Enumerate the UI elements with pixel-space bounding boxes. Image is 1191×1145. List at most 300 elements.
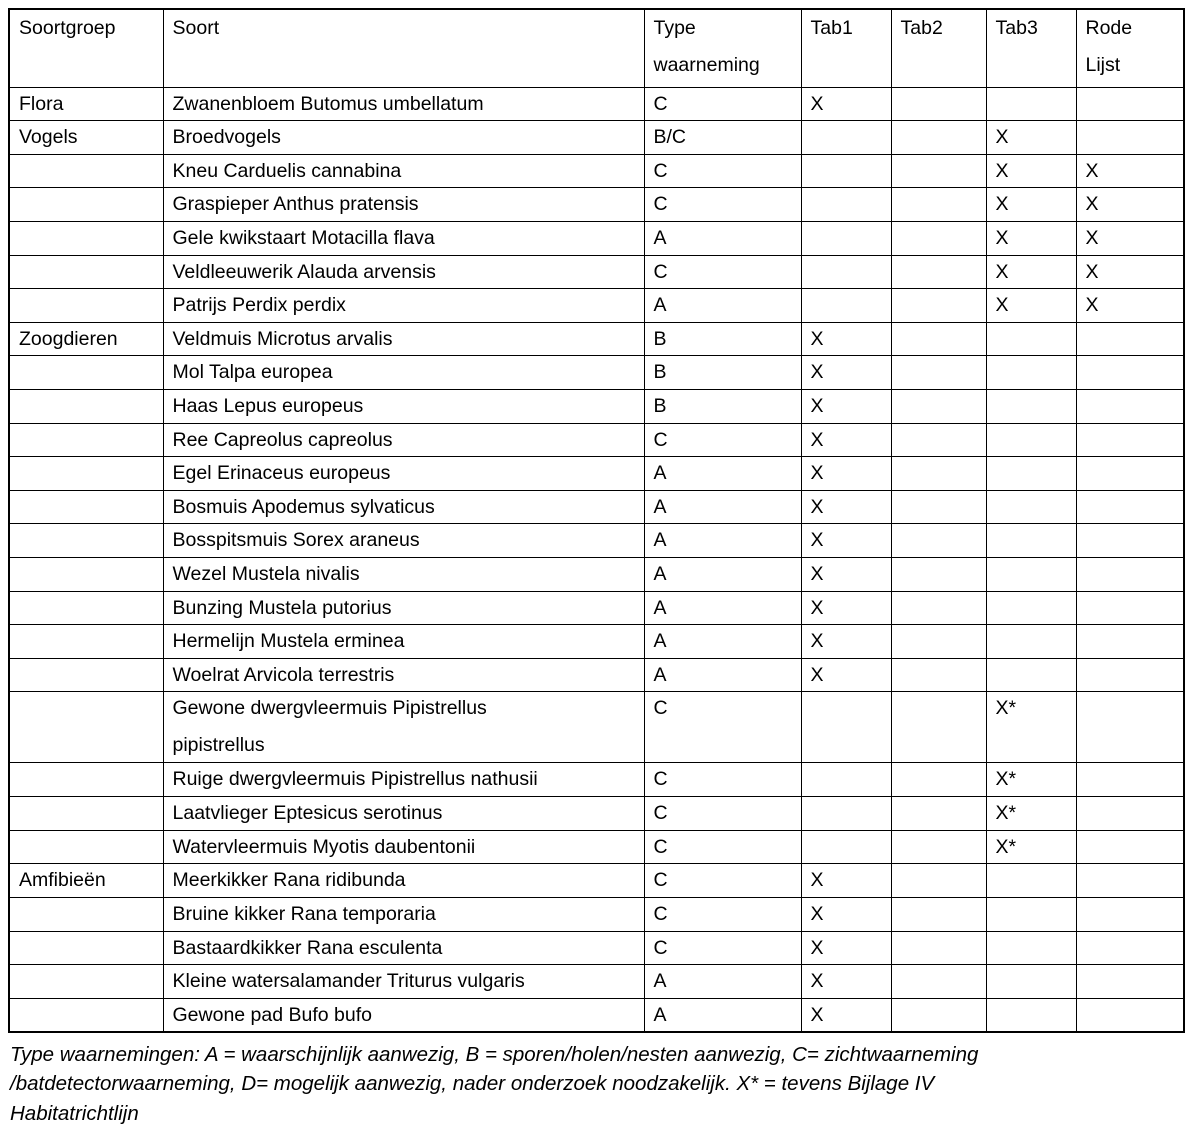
cell-soort-text: Mol Talpa europea <box>172 361 333 384</box>
cell-soort <box>163 87 644 121</box>
column-header-soort-line1: Soort <box>172 17 220 39</box>
cell-type-text: A <box>653 226 667 249</box>
cell-soort <box>163 558 644 592</box>
cell-soort-text-line2: pipistrellus <box>172 734 265 757</box>
cell-tab1 <box>801 625 891 659</box>
cell-tab3 <box>986 423 1076 457</box>
cell-soort-text: Patrijs Perdix perdix <box>172 294 346 317</box>
cell-type <box>644 965 801 999</box>
cell-soort <box>163 423 644 457</box>
cell-type <box>644 389 801 423</box>
cell-tab2 <box>891 864 986 898</box>
cell-soort-text: Wezel Mustela nivalis <box>172 563 360 586</box>
cell-tab1 <box>801 188 891 222</box>
cell-soort-text: Watervleermuis Myotis daubentonii <box>172 835 476 858</box>
cell-type <box>644 591 801 625</box>
cell-tab3-text: X <box>995 294 1009 317</box>
cell-type <box>644 457 801 491</box>
cell-soort <box>163 154 644 188</box>
table-row <box>9 255 1184 289</box>
cell-soortgroep <box>9 289 163 323</box>
cell-type-text: A <box>653 563 667 586</box>
table-row <box>9 322 1184 356</box>
cell-type <box>644 558 801 592</box>
cell-tab1 <box>801 864 891 898</box>
cell-tab2 <box>891 658 986 692</box>
cell-type <box>644 289 801 323</box>
cell-tab1 <box>801 797 891 831</box>
cell-soortgroep <box>9 692 163 763</box>
cell-tab3 <box>986 931 1076 965</box>
cell-tab1-text: X <box>810 462 824 485</box>
cell-tab1 <box>801 763 891 797</box>
cell-rode-lijst <box>1076 625 1184 659</box>
cell-tab2 <box>891 490 986 524</box>
cell-type-text: C <box>653 936 668 959</box>
cell-soort-text: Graspieper Anthus pratensis <box>172 193 419 216</box>
cell-tab3-text: X* <box>995 697 1017 720</box>
cell-tab1 <box>801 389 891 423</box>
cell-tab3 <box>986 864 1076 898</box>
cell-tab3 <box>986 490 1076 524</box>
table-row <box>9 864 1184 898</box>
cell-rode-lijst <box>1076 558 1184 592</box>
cell-tab3 <box>986 797 1076 831</box>
cell-tab2 <box>891 591 986 625</box>
cell-soortgroep <box>9 490 163 524</box>
cell-tab1-text: X <box>810 663 824 686</box>
cell-tab3 <box>986 830 1076 864</box>
column-header-tab1-line1: Tab1 <box>810 17 853 39</box>
cell-soort <box>163 255 644 289</box>
cell-soortgroep <box>9 830 163 864</box>
cell-soort-text: Egel Erinaceus europeus <box>172 462 391 485</box>
cell-rode-lijst <box>1076 965 1184 999</box>
cell-soort-text: Bruine kikker Rana temporaria <box>172 902 436 925</box>
cell-type <box>644 87 801 121</box>
cell-rode-lijst <box>1076 864 1184 898</box>
cell-tab1-text: X <box>810 361 824 384</box>
cell-tab3-text: X* <box>995 768 1017 791</box>
cell-rode-lijst <box>1076 797 1184 831</box>
cell-tab1-text: X <box>810 92 824 115</box>
table-row <box>9 797 1184 831</box>
cell-soort-text: Meerkikker Rana ridibunda <box>172 869 406 892</box>
table-row <box>9 457 1184 491</box>
cell-tab3 <box>986 154 1076 188</box>
cell-tab3 <box>986 322 1076 356</box>
cell-soortgroep <box>9 389 163 423</box>
cell-tab1 <box>801 221 891 255</box>
cell-soort <box>163 797 644 831</box>
table-body <box>9 87 1184 1032</box>
cell-rode-lijst <box>1076 188 1184 222</box>
cell-tab1-text: X <box>810 902 824 925</box>
cell-soort <box>163 625 644 659</box>
cell-tab2 <box>891 255 986 289</box>
cell-type-text: C <box>653 159 668 182</box>
cell-soort-text: Hermelijn Mustela erminea <box>172 630 405 653</box>
cell-tab1 <box>801 322 891 356</box>
cell-tab3 <box>986 389 1076 423</box>
cell-rode-lijst-text: X <box>1085 159 1099 182</box>
cell-tab2 <box>891 121 986 155</box>
cell-tab1 <box>801 830 891 864</box>
cell-soortgroep <box>9 864 163 898</box>
cell-rode-lijst <box>1076 692 1184 763</box>
cell-type-text: C <box>653 193 668 216</box>
cell-type-text: A <box>653 970 667 993</box>
cell-type <box>644 490 801 524</box>
cell-tab3 <box>986 591 1076 625</box>
cell-tab2 <box>891 830 986 864</box>
cell-type <box>644 423 801 457</box>
cell-soortgroep <box>9 558 163 592</box>
column-header-type-waarneming <box>644 9 801 87</box>
cell-soort <box>163 490 644 524</box>
cell-type <box>644 897 801 931</box>
cell-soort-text: Laatvlieger Eptesicus serotinus <box>172 802 443 825</box>
cell-type <box>644 188 801 222</box>
table-row <box>9 998 1184 1032</box>
cell-soort-text: Bosspitsmuis Sorex araneus <box>172 529 420 552</box>
cell-soort-text: Ree Capreolus capreolus <box>172 428 393 451</box>
cell-rode-lijst <box>1076 524 1184 558</box>
cell-tab1-text: X <box>810 327 824 350</box>
cell-soort <box>163 221 644 255</box>
cell-tab1-text: X <box>810 596 824 619</box>
column-header-rode-lijst <box>1076 9 1184 87</box>
cell-type <box>644 356 801 390</box>
cell-soort <box>163 322 644 356</box>
cell-soortgroep-text: Flora <box>19 92 64 115</box>
cell-tab3-text: X <box>995 260 1009 283</box>
table-row <box>9 692 1184 763</box>
cell-soort <box>163 931 644 965</box>
cell-tab2 <box>891 797 986 831</box>
cell-type-text: B <box>653 394 667 417</box>
cell-soort <box>163 965 644 999</box>
cell-soort <box>163 591 644 625</box>
table-row <box>9 188 1184 222</box>
cell-soortgroep <box>9 965 163 999</box>
cell-type-text: C <box>653 92 668 115</box>
cell-rode-lijst <box>1076 221 1184 255</box>
table-row <box>9 221 1184 255</box>
table-row <box>9 625 1184 659</box>
cell-soortgroep <box>9 188 163 222</box>
column-header-type-line1: Type <box>653 17 696 39</box>
cell-soortgroep <box>9 998 163 1032</box>
cell-tab1-text: X <box>810 1003 824 1026</box>
cell-soort <box>163 864 644 898</box>
cell-tab1 <box>801 692 891 763</box>
cell-soortgroep <box>9 658 163 692</box>
cell-soort-text: Kneu Carduelis cannabina <box>172 159 402 182</box>
cell-tab1-text: X <box>810 936 824 959</box>
table-row <box>9 658 1184 692</box>
column-header-tab1 <box>801 9 891 87</box>
cell-type-text: C <box>653 869 668 892</box>
table-row <box>9 356 1184 390</box>
column-header-tab3 <box>986 9 1076 87</box>
cell-rode-lijst <box>1076 121 1184 155</box>
table-row <box>9 87 1184 121</box>
header-row <box>9 9 1184 87</box>
cell-soort-text: Bosmuis Apodemus sylvaticus <box>172 495 435 518</box>
cell-soortgroep <box>9 931 163 965</box>
cell-soort-text: Veldleeuwerik Alauda arvensis <box>172 260 436 283</box>
cell-type-text: C <box>653 835 668 858</box>
cell-tab1-text: X <box>810 495 824 518</box>
table-row <box>9 965 1184 999</box>
cell-soort-text: Broedvogels <box>172 126 281 149</box>
cell-tab2 <box>891 457 986 491</box>
cell-soort <box>163 389 644 423</box>
cell-type-text: A <box>653 462 667 485</box>
cell-tab1-text: X <box>810 630 824 653</box>
cell-soort <box>163 692 644 763</box>
cell-type <box>644 625 801 659</box>
column-header-soort <box>163 9 644 87</box>
table-row <box>9 490 1184 524</box>
cell-tab2 <box>891 524 986 558</box>
cell-tab3-text: X <box>995 226 1009 249</box>
cell-rode-lijst-text: X <box>1085 260 1099 283</box>
cell-tab3 <box>986 998 1076 1032</box>
cell-type <box>644 797 801 831</box>
cell-soort-text: Kleine watersalamander Triturus vulgaris <box>172 970 525 993</box>
cell-soort-text: Gewone dwergvleermuis Pipistrellus <box>172 697 487 720</box>
cell-tab2 <box>891 154 986 188</box>
table-row <box>9 558 1184 592</box>
cell-soortgroep <box>9 625 163 659</box>
cell-tab2 <box>891 625 986 659</box>
table-row <box>9 389 1184 423</box>
cell-type-text: B/C <box>653 126 687 149</box>
table-row <box>9 423 1184 457</box>
cell-tab3 <box>986 692 1076 763</box>
cell-type <box>644 524 801 558</box>
footnote-line-3: Habitatrichtlijn <box>10 1101 139 1125</box>
cell-soortgroep <box>9 797 163 831</box>
cell-soortgroep <box>9 87 163 121</box>
cell-soortgroep-text: Zoogdieren <box>19 327 118 350</box>
cell-tab3 <box>986 625 1076 659</box>
cell-soortgroep <box>9 221 163 255</box>
cell-type <box>644 931 801 965</box>
cell-soortgroep <box>9 897 163 931</box>
cell-tab1-text: X <box>810 394 824 417</box>
table-row <box>9 289 1184 323</box>
cell-type-text: C <box>653 697 668 720</box>
column-header-rode-lijst-line1: Rode <box>1085 17 1133 39</box>
table-row <box>9 763 1184 797</box>
cell-soort-text: Zwanenbloem Butomus umbellatum <box>172 92 484 115</box>
cell-type-text: A <box>653 663 667 686</box>
cell-tab1 <box>801 87 891 121</box>
cell-tab1 <box>801 356 891 390</box>
cell-rode-lijst <box>1076 931 1184 965</box>
cell-tab2 <box>891 692 986 763</box>
cell-tab3 <box>986 255 1076 289</box>
cell-soort-text: Veldmuis Microtus arvalis <box>172 327 393 350</box>
table-row <box>9 121 1184 155</box>
cell-rode-lijst-text: X <box>1085 294 1099 317</box>
cell-tab3 <box>986 188 1076 222</box>
cell-tab2 <box>891 322 986 356</box>
table-row <box>9 524 1184 558</box>
cell-tab1-text: X <box>810 970 824 993</box>
cell-soort <box>163 524 644 558</box>
cell-tab1-text: X <box>810 428 824 451</box>
cell-rode-lijst <box>1076 389 1184 423</box>
cell-type-text: A <box>653 529 667 552</box>
cell-tab1 <box>801 457 891 491</box>
cell-rode-lijst <box>1076 830 1184 864</box>
table-header <box>9 9 1184 87</box>
cell-rode-lijst <box>1076 457 1184 491</box>
cell-type-text: C <box>653 260 668 283</box>
cell-tab1 <box>801 255 891 289</box>
cell-tab3 <box>986 457 1076 491</box>
cell-soortgroep <box>9 154 163 188</box>
column-header-tab3-line1: Tab3 <box>995 17 1038 39</box>
cell-tab1 <box>801 121 891 155</box>
cell-tab2 <box>891 763 986 797</box>
cell-type-text: A <box>653 1003 667 1026</box>
cell-rode-lijst <box>1076 154 1184 188</box>
cell-type-text: A <box>653 596 667 619</box>
cell-tab1-text: X <box>810 563 824 586</box>
cell-soort-text: Gewone pad Bufo bufo <box>172 1003 372 1026</box>
cell-rode-lijst <box>1076 87 1184 121</box>
cell-tab1-text: X <box>810 869 824 892</box>
cell-rode-lijst <box>1076 289 1184 323</box>
cell-soortgroep <box>9 322 163 356</box>
cell-type-text: C <box>653 802 668 825</box>
species-observation-table <box>8 8 1185 1033</box>
cell-type <box>644 830 801 864</box>
cell-tab3 <box>986 897 1076 931</box>
cell-tab1 <box>801 524 891 558</box>
cell-tab3 <box>986 289 1076 323</box>
cell-soortgroep <box>9 457 163 491</box>
column-header-soortgroep <box>9 9 163 87</box>
cell-rode-lijst-text: X <box>1085 193 1099 216</box>
cell-soort <box>163 356 644 390</box>
cell-tab1 <box>801 998 891 1032</box>
cell-soortgroep <box>9 524 163 558</box>
cell-tab3 <box>986 965 1076 999</box>
table-footnote <box>8 1040 1190 1127</box>
cell-soort <box>163 188 644 222</box>
cell-soortgroep <box>9 356 163 390</box>
cell-type <box>644 692 801 763</box>
cell-rode-lijst <box>1076 763 1184 797</box>
cell-soortgroep <box>9 591 163 625</box>
column-header-soortgroep-line1: Soortgroep <box>19 17 116 39</box>
cell-tab1 <box>801 423 891 457</box>
cell-soort-text: Haas Lepus europeus <box>172 394 364 417</box>
cell-rode-lijst <box>1076 897 1184 931</box>
cell-tab2 <box>891 356 986 390</box>
cell-soortgroep <box>9 423 163 457</box>
cell-type-text: A <box>653 294 667 317</box>
cell-tab2 <box>891 289 986 323</box>
cell-type-text: A <box>653 630 667 653</box>
cell-type <box>644 658 801 692</box>
cell-soort <box>163 830 644 864</box>
cell-type <box>644 154 801 188</box>
cell-tab3 <box>986 356 1076 390</box>
footnote-line-2: /batdetectorwaarneming, D= mogelijk aanwezig, nader onderzoek noodzakelijk. X* = tevens Bijlage IV <box>10 1072 935 1096</box>
cell-type-text: C <box>653 902 668 925</box>
cell-rode-lijst <box>1076 255 1184 289</box>
column-header-tab2-line1: Tab2 <box>900 17 943 39</box>
cell-type <box>644 221 801 255</box>
column-header-type-line2: waarneming <box>653 53 760 76</box>
cell-tab1-text: X <box>810 529 824 552</box>
cell-rode-lijst <box>1076 423 1184 457</box>
cell-tab2 <box>891 423 986 457</box>
cell-soort <box>163 658 644 692</box>
cell-tab2 <box>891 998 986 1032</box>
cell-type <box>644 998 801 1032</box>
cell-tab3-text: X <box>995 193 1009 216</box>
cell-rode-lijst <box>1076 322 1184 356</box>
cell-tab3 <box>986 558 1076 592</box>
table-row <box>9 931 1184 965</box>
cell-tab2 <box>891 188 986 222</box>
cell-tab3 <box>986 87 1076 121</box>
cell-tab3-text: X <box>995 126 1009 149</box>
cell-soort <box>163 121 644 155</box>
cell-type-text: B <box>653 327 667 350</box>
cell-tab1 <box>801 490 891 524</box>
cell-tab1 <box>801 154 891 188</box>
cell-tab1 <box>801 931 891 965</box>
footnote-line-1: Type waarnemingen: A = waarschijnlijk aanwezig, B = sporen/holen/nesten aanwezig, C= zichtwaarneming <box>10 1043 979 1067</box>
cell-soort-text: Bunzing Mustela putorius <box>172 596 392 619</box>
cell-tab2 <box>891 558 986 592</box>
cell-soort-text: Bastaardkikker Rana esculenta <box>172 936 443 959</box>
table-row <box>9 897 1184 931</box>
cell-type <box>644 864 801 898</box>
cell-rode-lijst <box>1076 490 1184 524</box>
cell-type-text: C <box>653 768 668 791</box>
cell-rode-lijst <box>1076 658 1184 692</box>
cell-rode-lijst <box>1076 998 1184 1032</box>
cell-tab3 <box>986 524 1076 558</box>
cell-soortgroep <box>9 763 163 797</box>
cell-soort <box>163 897 644 931</box>
cell-tab1 <box>801 965 891 999</box>
cell-soort <box>163 457 644 491</box>
cell-soort <box>163 998 644 1032</box>
cell-tab1 <box>801 558 891 592</box>
cell-soortgroep-text: Vogels <box>19 126 78 149</box>
cell-tab3-text: X* <box>995 802 1017 825</box>
cell-tab2 <box>891 389 986 423</box>
table-row <box>9 154 1184 188</box>
cell-rode-lijst <box>1076 591 1184 625</box>
cell-rode-lijst <box>1076 356 1184 390</box>
cell-rode-lijst-text: X <box>1085 226 1099 249</box>
cell-soort-text: Woelrat Arvicola terrestris <box>172 663 395 686</box>
cell-soort <box>163 763 644 797</box>
cell-tab3 <box>986 121 1076 155</box>
